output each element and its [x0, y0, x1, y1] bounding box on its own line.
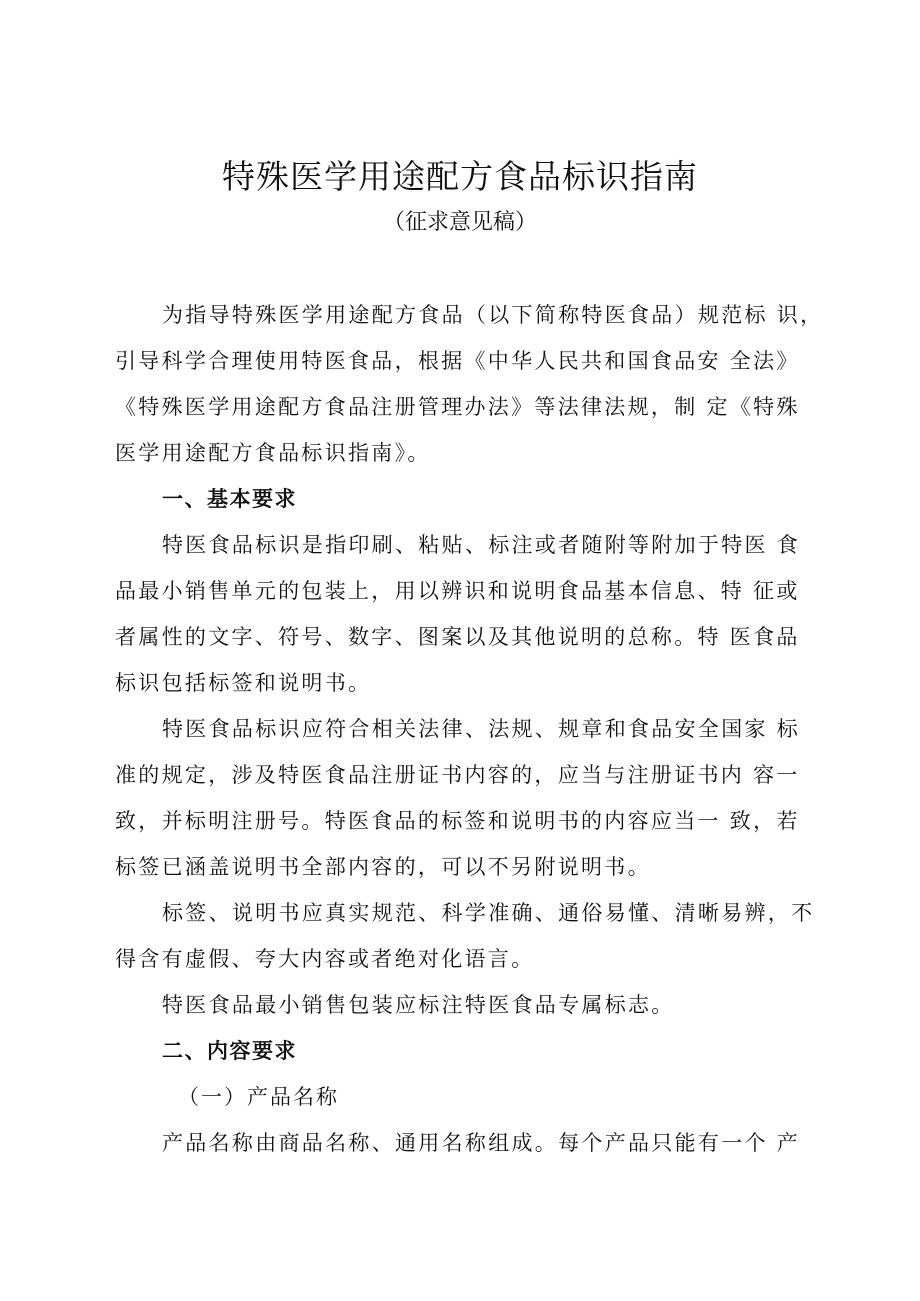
paragraph-line: 标识包括标签和说明书。 [115, 671, 372, 695]
paragraph-line: 得含有虚假、夸大内容或者绝对化语言。 [115, 947, 535, 971]
paragraph-line: 特医食品最小销售包装应标注特医食品专属标志。 [162, 993, 675, 1017]
paragraph-line: 品最小销售单元的包装上，用以辨识和说明食品基本信息、特 征或 [115, 579, 800, 603]
paragraph-line: 致，并标明注册号。特医食品的标签和说明书的内容应当一 致，若 [115, 809, 800, 833]
paragraph-line: 特医食品标识是指印刷、粘贴、标注或者随附等附加于特医 食 [162, 533, 801, 557]
intro-line: 引导科学合理使用特医食品，根据《中华人民共和国食品安 全法》 [115, 349, 800, 373]
subsection-heading-product-name: （一）产品名称 [178, 1085, 339, 1109]
paragraph-line: 产品名称由商品名称、通用名称组成。每个产品只能有一个 产 [162, 1131, 801, 1155]
document-subtitle: （征求意见稿） [382, 210, 537, 235]
paragraph-line: 特医食品标识应符合相关法律、法规、规章和食品安全国家 标 [162, 717, 801, 741]
section-heading-basic: 一、基本要求 [162, 487, 297, 511]
paragraph-line: 标签、说明书应真实规范、科学准确、通俗易懂、清晰易辨，不 [162, 901, 815, 925]
paragraph-line: 准的规定，涉及特医食品注册证书内容的，应当与注册证书内 容一 [115, 763, 800, 787]
paragraph-line: 者属性的文字、符号、数字、图案以及其他说明的总称。特 医食品 [115, 625, 800, 649]
intro-line: 为指导特殊医学用途配方食品（以下简称特医食品）规范标 识， [162, 303, 824, 327]
paragraph-line: 标签已涵盖说明书全部内容的，可以不另附说明书。 [115, 855, 651, 879]
section-heading-content: 二、内容要求 [162, 1039, 297, 1063]
document-title: 特殊医学用途配方食品标识指南 [222, 157, 698, 196]
intro-line: 医学用途配方食品标识指南》。 [115, 441, 431, 465]
intro-line: 《特殊医学用途配方食品注册管理办法》等法律法规，制 定《特殊 [115, 395, 800, 419]
